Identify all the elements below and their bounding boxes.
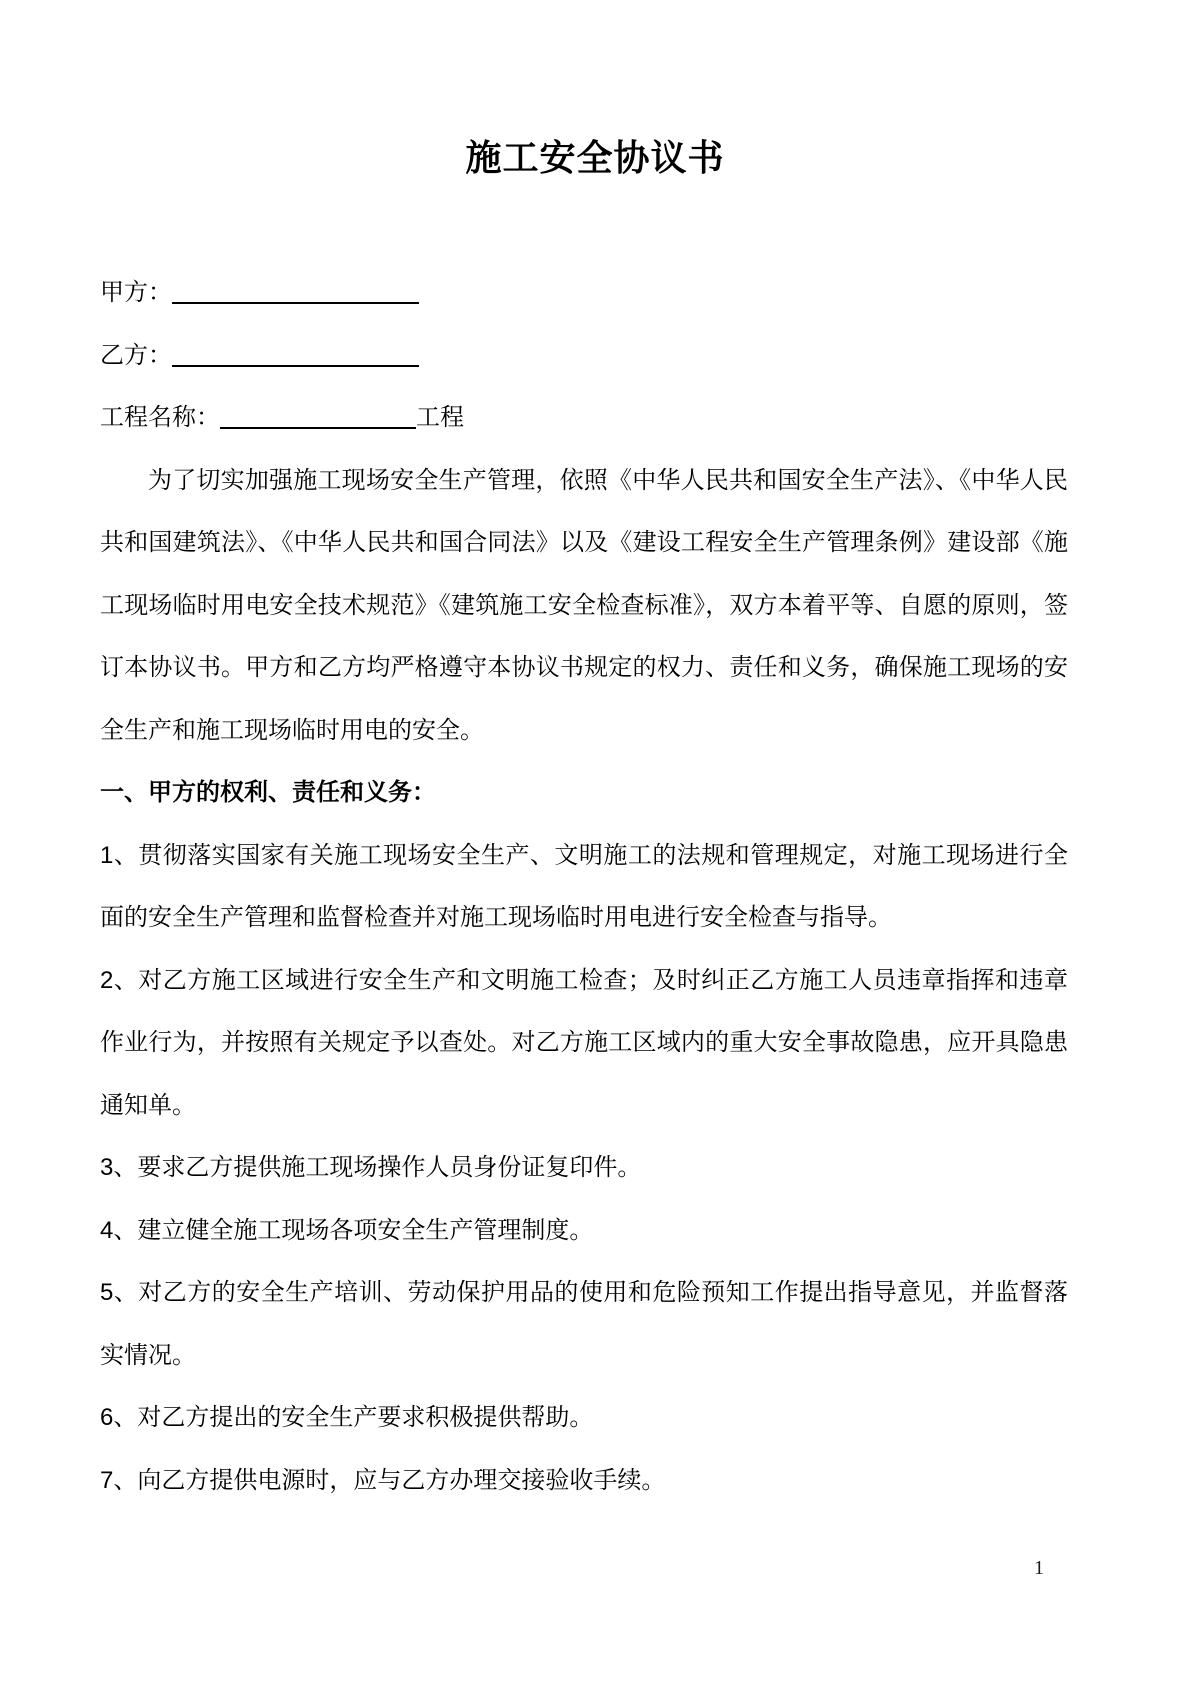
intro-paragraph: 为了切实加强施工现场安全生产管理，依照《中华人民共和国安全生产法》、《中华人民共和国建筑法》、《中华人民共和国合同法》以及《建设工程安全生产管理条例》建设部《施工现场临时用电安全技术规范》《建筑施工安全检查标准》，双方本着平等、自愿的原则，签订本协议书。甲方和乙方均严格遵守本协议书规定的权力、责任和义务，确保施工现场的安全生产和施工现场临时用电的安全。 — [100, 466, 1068, 744]
list-item-2: 2、对乙方施工区域进行安全生产和文明施工检查；及时纠正乙方施工人员违章指挥和违章作业行为，并按照有关规定予以查处。对乙方施工区域内的重大安全事故隐患，应开具隐患通知单。 — [100, 966, 1068, 1119]
project-name-label: 工程名称： — [100, 404, 220, 431]
list-item-6: 6、对乙方提出的安全生产要求积极提供帮助。 — [100, 1404, 594, 1431]
list-item-7: 7、向乙方提供电源时，应与乙方办理交接验收手续。 — [100, 1466, 666, 1494]
list-item-4: 4、建立健全施工现场各项安全生产管理制度。 — [100, 1216, 594, 1244]
party-a-label: 甲方： — [100, 279, 172, 306]
list-item-3: 3、要求乙方提供施工现场操作人员身份证复印件。 — [100, 1154, 642, 1181]
party-a-line — [100, 262, 1068, 325]
page-number: 1 — [1034, 1557, 1044, 1579]
document-title: 施工安全协议书 — [465, 137, 725, 178]
party-b-label: 乙方： — [100, 341, 172, 369]
project-name-suffix: 工程 — [416, 404, 464, 431]
list-item-5: 5、对乙方的安全生产培训、劳动保护用品的使用和危险预知工作提出指导意见，并监督落实情况。 — [100, 1279, 1068, 1369]
list-item-1: 1、贯彻落实国家有关施工现场安全生产、文明施工的法规和管理规定，对施工现场进行全面的安全生产管理和监督检查并对施工现场临时用电进行安全检查与指导。 — [100, 841, 1068, 931]
party-a-blank[interactable] — [172, 302, 419, 304]
section1-heading: 一、甲方的权利、责任和义务： — [100, 779, 436, 806]
project-name-line — [100, 387, 1068, 450]
document-body — [100, 262, 1068, 1512]
project-name-blank[interactable] — [220, 427, 416, 429]
party-b-line — [100, 325, 1068, 388]
party-b-blank[interactable] — [172, 365, 419, 367]
